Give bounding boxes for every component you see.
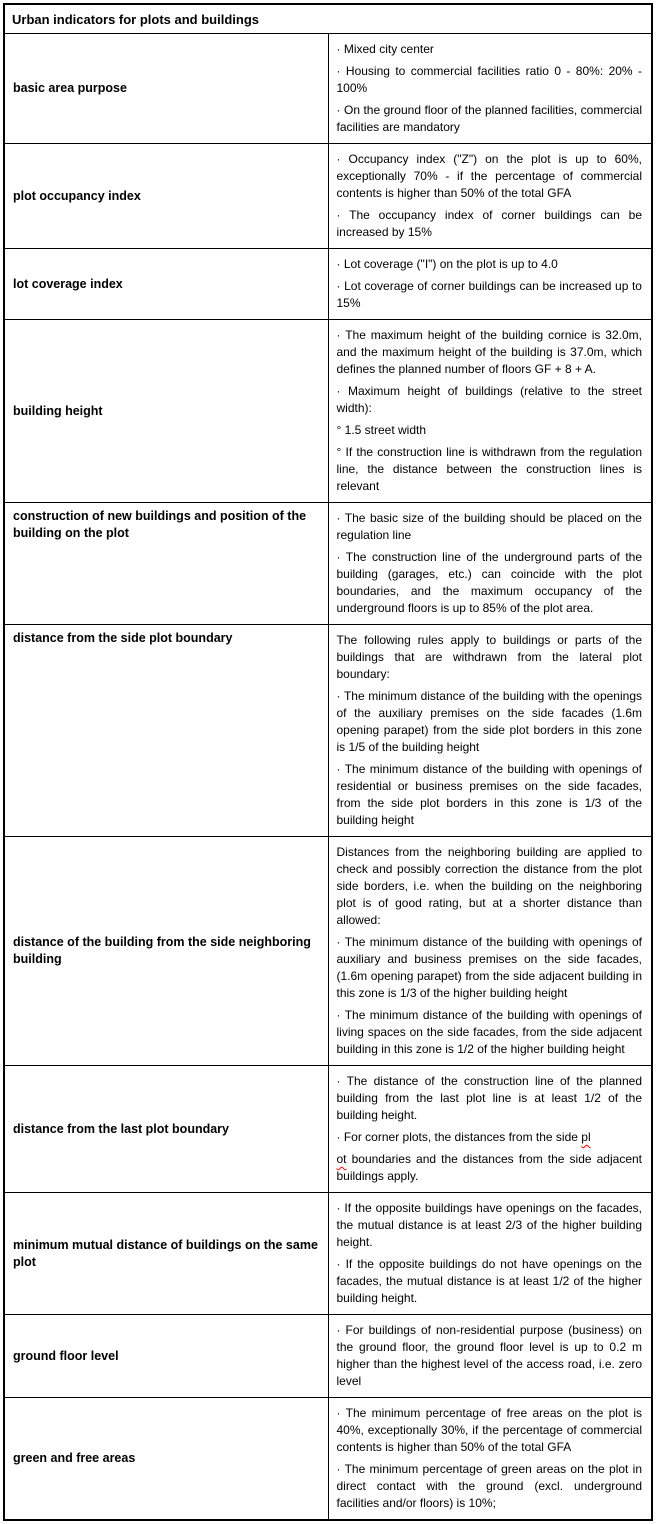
paragraph [337, 844, 643, 929]
paragraph-text: The minimum percentage of green areas on the plot in direct contact with the ground (excl. underground facilities and/or floors) is 10%; [336, 1462, 642, 1510]
dot-bullet-marker: · [336, 689, 344, 703]
paragraph-text: On the ground floor of the planned facilities, commercial facilities are mandatory [336, 103, 642, 134]
table-row [4, 503, 652, 625]
row-content [328, 34, 652, 144]
paragraph [337, 1405, 643, 1456]
paragraph-text: The basic size of the building should be placed on the regulation line [336, 511, 642, 542]
dot-bullet-marker: · [336, 1201, 345, 1215]
table-row [4, 1398, 652, 1521]
urban-indicators-table [3, 3, 653, 1521]
degree-bullet-marker: ° [336, 445, 346, 459]
paragraph-text: For buildings of non-residential purpose (business) on the ground floor, the ground floor level is up to 0.2 m higher than the highest level of the access road, i.e. zero level [336, 1323, 642, 1388]
paragraph [337, 151, 643, 202]
table-row [4, 1315, 652, 1398]
paragraph [337, 102, 643, 136]
row-label: distance from the side plot boundary [4, 625, 328, 837]
paragraph-text: The following rules apply to buildings or parts of the buildings that are withdrawn from the lateral plot boundary: [336, 633, 642, 681]
row-label: construction of new buildings and position of the building on the plot [4, 503, 328, 625]
dot-bullet-marker: · [336, 328, 346, 342]
row-label: distance of the building from the side neighboring building [4, 837, 328, 1066]
dot-bullet-marker: · [336, 384, 348, 398]
paragraph-text: Lot coverage of corner buildings can be increased up to 15% [336, 279, 642, 310]
paragraph-text: The minimum percentage of free areas on the plot is 40%, exceptionally 30%, if the percentage of commercial contents is higher than 50% of the total GFA [336, 1406, 642, 1454]
paragraph-text: Housing to commercial facilities ratio 0 - 80%: 20% - 100% [336, 64, 642, 95]
table-row [4, 144, 652, 249]
paragraph [337, 934, 643, 1002]
table-row [4, 1193, 652, 1315]
paragraph [337, 1322, 643, 1390]
paragraph [337, 549, 643, 617]
row-label: minimum mutual distance of buildings on the same plot [4, 1193, 328, 1315]
paragraph [337, 632, 643, 683]
dot-bullet-marker: · [336, 208, 350, 222]
paragraph-text: Distances from the neighboring building are applied to check and possibly correction the distance from the plot side borders, i.e. when the building on the neighboring plot is of good rating, but at a shorter distance than allowed: [336, 845, 642, 927]
paragraph-text: The minimum distance of the building with openings of living spaces on the side facades, from the side adjacent building in this zone is 1/2 of the higher building height [336, 1008, 642, 1056]
table-row [4, 249, 652, 320]
paragraph-text: Lot coverage ("I") on the plot is up to 4.0 [343, 257, 558, 271]
row-content [328, 1315, 652, 1398]
paragraph [337, 63, 643, 97]
title-row [4, 4, 652, 34]
table-row [4, 625, 652, 837]
dot-bullet-marker: · [336, 152, 349, 166]
dot-bullet-marker: · [336, 1323, 346, 1337]
dot-bullet-marker: · [336, 550, 346, 564]
dot-bullet-marker: · [336, 762, 345, 776]
misspelled-text: ot [336, 1152, 347, 1166]
row-label: lot coverage index [4, 249, 328, 320]
row-label: distance from the last plot boundary [4, 1066, 328, 1193]
table-row [4, 1066, 652, 1193]
paragraph-text: The minimum distance of the building with openings of residential or business premises on the side facades, from the side plot borders in this zone is 1/3 of the building height [336, 762, 642, 827]
dot-bullet-marker: · [336, 935, 345, 949]
paragraph-text: The construction line of the underground parts of the building (garages, etc.) can coincide with the plot boundaries, and the maximum occupancy of the underground floors is up to 85% of the plot area. [336, 550, 642, 615]
row-content [328, 625, 652, 837]
paragraph [337, 444, 643, 495]
row-content [328, 144, 652, 249]
dot-bullet-marker: · [336, 279, 345, 293]
row-content [328, 837, 652, 1066]
row-label: plot occupancy index [4, 144, 328, 249]
paragraph [337, 256, 643, 273]
paragraph [337, 1200, 643, 1251]
dot-bullet-marker: · [336, 1008, 345, 1022]
row-content [328, 1398, 652, 1521]
paragraph [337, 510, 643, 544]
dot-bullet-marker: · [336, 1257, 346, 1271]
table-row [4, 34, 652, 144]
row-label: basic area purpose [4, 34, 328, 144]
dot-bullet-marker: · [336, 42, 344, 56]
row-label: building height [4, 320, 328, 503]
table-title: Urban indicators for plots and buildings [4, 4, 652, 34]
dot-bullet-marker: · [336, 1462, 345, 1476]
dot-bullet-marker: · [336, 1406, 346, 1420]
paragraph-text: The minimum distance of the building with the openings of the auxiliary premises on the side facades (1.6m opening parapet) from the side plot borders in this zone is 1/5 of the building height [336, 689, 642, 754]
paragraph-text: If the opposite buildings do not have openings on the facades, the mutual distance is at least 1/2 of the higher building height. [336, 1257, 642, 1305]
paragraph-text: The maximum height of the building cornice is 32.0m, and the maximum height of the building is 37.0m, which defines the planned number of floors GF + 8 + A. [336, 328, 642, 376]
paragraph [337, 1129, 643, 1146]
paragraph-text: The distance of the construction line of the planned building from the last plot line is at least 1/2 of the building height. [336, 1074, 642, 1122]
paragraph [337, 207, 643, 241]
misspelled-text: pl [581, 1130, 591, 1144]
paragraph-text: The minimum distance of the building with openings of auxiliary and business premises on the side facades, (1.6m opening parapet) from the side adjacent building in this zone is 1/3 of the higher building height [336, 935, 642, 1000]
degree-bullet-marker: ° [336, 423, 345, 437]
row-content [328, 1066, 652, 1193]
paragraph-text: Mixed city center [343, 42, 434, 56]
paragraph [337, 1007, 643, 1058]
table-row [4, 320, 652, 503]
paragraph [337, 688, 643, 756]
row-content [328, 320, 652, 503]
paragraph-text: If the opposite buildings have openings on the facades, the mutual distance is at least 2/3 of the higher building height. [336, 1201, 642, 1249]
paragraph-text: boundaries and the distances from the side adjacent buildings apply. [336, 1152, 642, 1183]
paragraph [337, 422, 643, 439]
dot-bullet-marker: · [336, 511, 345, 525]
row-content [328, 1193, 652, 1315]
paragraph [337, 1151, 643, 1185]
dot-bullet-marker: · [336, 103, 344, 117]
dot-bullet-marker: · [336, 1074, 347, 1088]
row-label: green and free areas [4, 1398, 328, 1521]
paragraph [337, 1461, 643, 1512]
paragraph [337, 761, 643, 829]
row-label: ground floor level [4, 1315, 328, 1398]
table-row [4, 837, 652, 1066]
paragraph [337, 1256, 643, 1307]
paragraph [337, 383, 643, 417]
dot-bullet-marker: · [336, 257, 344, 271]
paragraph-text: For corner plots, the distances from the side [343, 1130, 582, 1144]
paragraph-text: 1.5 street width [344, 423, 427, 437]
paragraph-text: If the construction line is withdrawn from the regulation line, the distance between the construction lines is relevant [336, 445, 642, 493]
row-content [328, 503, 652, 625]
paragraph-text: The occupancy index of corner buildings can be increased by 15% [336, 208, 642, 239]
paragraph [337, 327, 643, 378]
dot-bullet-marker: · [336, 64, 346, 78]
paragraph [337, 278, 643, 312]
paragraph-text: Occupancy index ("Z") on the plot is up to 60%, exceptionally 70% - if the percentage of commercial contents is higher than 50% of the total GFA [336, 152, 642, 200]
paragraph [337, 1073, 643, 1124]
row-content [328, 249, 652, 320]
paragraph [337, 41, 643, 58]
dot-bullet-marker: · [336, 1130, 344, 1144]
paragraph-text: Maximum height of buildings (relative to the street width): [336, 384, 642, 415]
